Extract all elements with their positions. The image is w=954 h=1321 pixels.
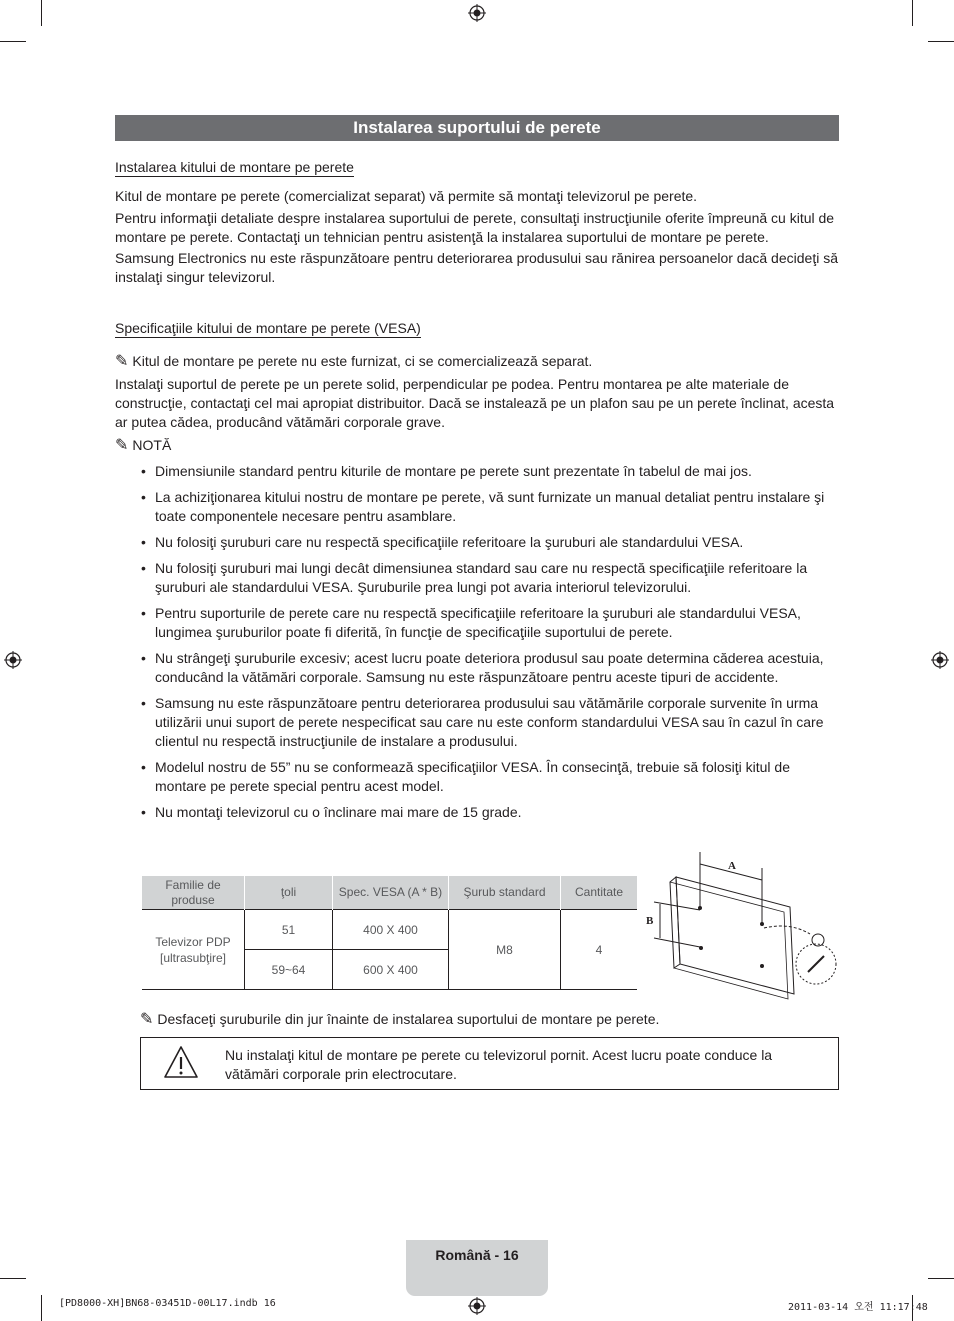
- list-item: • Samsung nu este răspunzătoare pentru deteriorarea produsului sau vătămările corporale survenite în urma utilizării unui suport de perete nespecificat sau care nu este conform standardului VESA sau în cazul în care clientul nu respectă instrucţiunile de instalare a produsului.: [115, 694, 841, 751]
- crop-mark: [928, 1278, 954, 1279]
- crop-mark: [0, 1278, 26, 1279]
- notes-list: [115, 462, 841, 829]
- registration-mark-icon: [468, 1297, 486, 1315]
- table-cell-vesa: 400 X 400: [333, 910, 449, 950]
- note-line: [140, 1010, 840, 1029]
- note-label: NOTĂ: [132, 437, 172, 453]
- print-slug-left: [PD8000-XH]BN68-03451D-00L17.indb 16: [59, 1298, 276, 1309]
- table-row: [142, 910, 637, 950]
- paragraph: Kitul de montare pe perete (comercializat separat) vă permite să montaţi televizorul pe perete.: [115, 188, 698, 204]
- note-text: Desfaceţi şuruburile din jur înainte de instalarea suportului de montare pe perete.: [157, 1011, 660, 1027]
- list-item: • Modelul nostru de 55” nu se conformează specificaţiilor VESA. În consecinţă, trebuie să folosiţi kitul de montare pe perete special pentru acest model.: [115, 758, 841, 796]
- print-slug-right: 2011-03-14 오전 11:17:48: [788, 1302, 928, 1313]
- list-item: • Nu montaţi televizorul cu o înclinare mai mare de 15 grade.: [115, 803, 841, 822]
- crop-mark: [41, 1295, 42, 1321]
- table-header-cell: Familie de produse: [142, 876, 245, 910]
- note-text: Kitul de montare pe perete nu este furnizat, ci se comercializează separat.: [132, 353, 593, 369]
- table-cell-vesa: 600 X 400: [333, 950, 449, 990]
- pencil-note-icon: ✎: [140, 1011, 154, 1028]
- list-item: • Dimensiunile standard pentru kiturile de montare pe perete sunt prezentate în tabelul de mai jos.: [115, 462, 841, 481]
- table-header-cell: Spec. VESA (A * B): [333, 876, 449, 910]
- diagram-label-a: A: [728, 860, 736, 872]
- subheading-vesa-specs: Specificaţiile kitului de montare pe perete (VESA): [115, 320, 421, 336]
- registration-mark-icon: [468, 4, 486, 22]
- table-cell-screw: M8: [449, 910, 561, 990]
- crop-mark: [928, 41, 954, 42]
- crop-mark: [0, 41, 26, 42]
- vesa-spec-table: [142, 876, 637, 990]
- list-item: • Pentru suporturile de perete care nu respectă specificaţiile referitoare la şuruburi ale standardului VESA, lungimea şuruburilor poate fi diferită, în funcţie de specificaţiile suportului de perete.: [115, 604, 841, 642]
- subheading-wall-mount-kit: Instalarea kitului de montare pe perete: [115, 159, 354, 175]
- table-header-cell: Cantitate: [561, 876, 638, 910]
- warning-box: [140, 1037, 839, 1090]
- page-number-tab: Română - 16: [406, 1240, 548, 1296]
- list-item: • La achiziţionarea kitului nostru de montare pe perete, vă sunt furnizate un manual detaliat pentru instalare şi toate componentele necesare pentru asamblare.: [115, 488, 841, 526]
- crop-mark: [912, 0, 913, 26]
- table-cell-family: Televizor PDP [ultrasubţire]: [142, 910, 245, 990]
- paragraph: Samsung Electronics nu este răspunzătoare pentru deteriorarea produsului sau rănirea persoanelor dacă decideţi să instalaţi singur televizorul.: [115, 250, 838, 285]
- table-header-cell: ţoli: [245, 876, 333, 910]
- table-cell-inch: 51: [245, 910, 333, 950]
- registration-mark-icon: [4, 651, 22, 669]
- table-cell-quantity: 4: [561, 910, 638, 990]
- list-item: • Nu folosiţi şuruburi care nu respectă specificaţiile referitoare la şuruburi ale standardului VESA.: [115, 533, 841, 552]
- diagram-label-b: B: [646, 915, 654, 927]
- note-heading: [115, 436, 841, 455]
- paragraph: Instalaţi suportul de perete pe un perete solid, perpendicular pe podea. Pentru montarea pe alte materiale de construcţie, contactaţi cel mai apropiat distribuitor. Dacă se instalează pe un plafon sau pe un perete înclinat, acesta ar putea cădea, producând vătămări corporale grave.: [115, 376, 835, 430]
- pencil-note-icon: ✎: [115, 353, 129, 370]
- crop-mark: [41, 0, 42, 26]
- table-header-row: [142, 876, 637, 910]
- section-title: Instalarea suportului de perete: [115, 115, 839, 141]
- tv-back-diagram: [640, 852, 840, 1000]
- warning-text: Nu instalaţi kitul de montare pe perete cu televizorul pornit. Acest lucru poate conduce la vătămări corporale prin electrocutare.: [225, 1047, 773, 1082]
- list-item: • Nu folosiţi şuruburi mai lungi decât dimensiunea standard sau care nu respectă specificaţiile referitoare la şuruburi ale standardului VESA. Şuruburile prea lungi pot avaria interiorul televizorului.: [115, 559, 841, 597]
- table-header-cell: Şurub standard: [449, 876, 561, 910]
- paragraph: Pentru informaţii detaliate despre instalarea suportului de perete, consultaţi instrucţiunile oferite împreună cu kitul de montare pe perete. Contactaţi un tehnician pentru asistenţă la instalarea suportului de montare pe perete.: [115, 210, 835, 245]
- table-cell-inch: 59~64: [245, 950, 333, 990]
- registration-mark-icon: [931, 651, 949, 669]
- warning-triangle-icon: [163, 1045, 199, 1079]
- note-line: [115, 352, 841, 371]
- pencil-note-icon: ✎: [115, 437, 129, 454]
- list-item: • Nu strângeţi şuruburile excesiv; acest lucru poate deteriora produsul sau poate determina căderea acestuia, conducând la vătămări corporale. Samsung nu este răspunzătoare pentru aceste tipuri de accidente.: [115, 649, 841, 687]
